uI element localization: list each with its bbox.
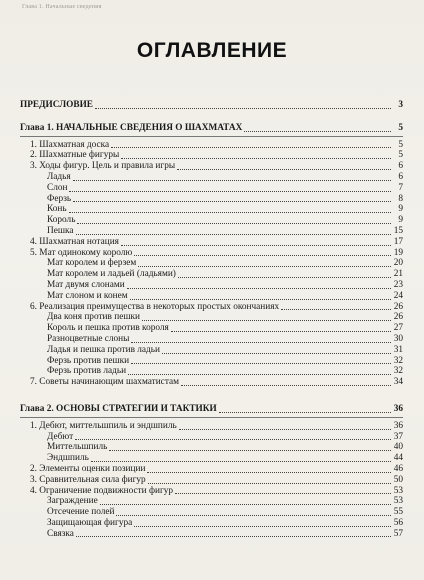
- toc-section: [20, 464, 403, 475]
- toc-section: [20, 248, 403, 259]
- leader-dots: [128, 374, 391, 375]
- toc-entry-label: Пешка: [47, 225, 74, 236]
- toc-entry-label: 2. Шахматные фигуры: [30, 150, 120, 161]
- toc-subsection: [20, 269, 403, 280]
- leader-dots: [69, 191, 391, 192]
- toc-page-number: 36: [393, 420, 403, 431]
- toc-subsection: [20, 215, 403, 226]
- toc-entry-label: 1. Дебют, миттельшпиль и эндшпиль: [30, 420, 177, 431]
- leader-dots: [171, 331, 391, 332]
- leader-dots: [69, 212, 391, 213]
- table-of-contents: [20, 100, 403, 539]
- toc-entry-label: Защищающая фигура: [47, 517, 133, 528]
- toc-entry-label: 1. Шахматная доска: [30, 139, 110, 150]
- leader-dots: [138, 266, 391, 267]
- toc-entry-label: Ладья: [47, 171, 71, 182]
- toc-page-number: 5: [398, 150, 403, 161]
- toc-entry-label: Мат королем и ладьей (ладьями): [47, 269, 176, 280]
- leader-dots: [131, 342, 391, 343]
- leader-dots: [134, 526, 391, 527]
- leader-dots: [244, 131, 391, 132]
- toc-entry-label: Король и пешка против короля: [47, 323, 169, 334]
- toc-section: [20, 377, 403, 388]
- toc-section: [20, 475, 403, 486]
- toc-page-number: 7: [398, 182, 403, 193]
- leader-dots: [148, 483, 391, 484]
- toc-entry-label: ПРЕДИСЛОВИЕ: [20, 100, 94, 110]
- toc-section: [20, 161, 403, 172]
- toc-entry-label: 2. Элементы оценки позиции: [30, 463, 146, 474]
- toc-entry-label: Ферзь против пешки: [47, 355, 130, 366]
- toc-page-number: 3: [398, 100, 403, 110]
- leader-dots: [147, 472, 391, 473]
- toc-entry-label: Эндшпиль: [47, 453, 89, 464]
- leader-dots: [111, 147, 391, 148]
- leader-dots: [177, 169, 391, 170]
- toc-subsection: [20, 280, 403, 291]
- toc-page-number: 50: [393, 474, 403, 485]
- toc-section: [20, 237, 403, 248]
- toc-subsection: [20, 291, 403, 302]
- toc-page-number: 36: [393, 403, 403, 414]
- toc-page-number: 34: [393, 377, 403, 388]
- toc-page-number: 57: [393, 528, 403, 539]
- leader-dots: [281, 309, 391, 310]
- leader-dots: [76, 234, 391, 235]
- toc-entry-label: Мат слоном и конем: [47, 290, 128, 301]
- toc-page-number: 21: [393, 269, 403, 280]
- toc-page-number: 5: [398, 139, 403, 150]
- leader-dots: [175, 493, 391, 494]
- toc-subsection: [20, 496, 403, 507]
- toc-page-number: 17: [393, 236, 403, 247]
- toc-subsection: [20, 323, 403, 334]
- toc-entry-label: 4. Шахматная нотация: [30, 236, 119, 247]
- toc-page-number: 19: [393, 247, 403, 258]
- toc-entry-label: Отсечение полей: [47, 507, 115, 518]
- leader-dots: [179, 429, 391, 430]
- leader-dots: [73, 180, 391, 181]
- toc-chapters: [20, 123, 403, 540]
- toc-entry-label: Ферзь против ладьи: [47, 366, 127, 377]
- toc-entry-label: 4. Ограничение подвижности фигур: [30, 485, 174, 496]
- toc-page-number: 53: [393, 485, 403, 496]
- toc-chapter-label: Глава 2. ОСНОВЫ СТРАТЕГИИ И ТАКТИКИ: [20, 403, 217, 414]
- toc-page-number: 15: [393, 225, 403, 236]
- leader-dots: [131, 363, 391, 364]
- leader-dots: [142, 320, 391, 321]
- toc-subsection: [20, 312, 403, 323]
- toc-entry-label: Мат двумя слонами: [47, 279, 125, 290]
- toc-page-number: 20: [393, 258, 403, 269]
- toc-entry-preface: [20, 100, 403, 111]
- toc-section: [20, 302, 403, 313]
- toc-page-number: 9: [398, 215, 403, 226]
- toc-entry-label: 5. Мат одинокому королю: [30, 247, 133, 258]
- toc-page-number: 44: [393, 453, 403, 464]
- leader-dots: [130, 299, 391, 300]
- leader-dots: [75, 439, 391, 440]
- toc-subsection: [20, 194, 403, 205]
- toc-page-number: 53: [393, 496, 403, 507]
- toc-entry-label: Мат королем и ферзем: [47, 258, 137, 269]
- toc-chapter-heading: [20, 123, 403, 134]
- toc-page-number: 40: [393, 442, 403, 453]
- toc-entry-label: Ферзь: [47, 193, 72, 204]
- toc-page-number: 32: [393, 355, 403, 366]
- leader-dots: [134, 255, 391, 256]
- toc-page-number: 26: [393, 312, 403, 323]
- leader-dots: [121, 245, 391, 246]
- toc-page-number: 6: [398, 161, 403, 172]
- toc-entry-label: Слон: [47, 182, 68, 193]
- toc-page-number: 8: [398, 193, 403, 204]
- leader-dots: [109, 450, 391, 451]
- toc-section: [20, 140, 403, 151]
- leader-dots: [121, 158, 391, 159]
- toc-entry-label: 6. Реализация преимущества в некоторых простых окончаниях: [30, 301, 280, 312]
- toc-entry-label: Конь: [47, 204, 67, 215]
- toc-section: [20, 486, 403, 497]
- toc-entry-label: 3. Сравнительная сила фигур: [30, 474, 146, 485]
- leader-dots: [127, 288, 391, 289]
- toc-chapter-label: Глава 1. НАЧАЛЬНЫЕ СВЕДЕНИЯ О ШАХМАТАХ: [20, 122, 243, 133]
- toc-entry-label: Дебют: [47, 431, 74, 442]
- toc-page-number: 23: [393, 279, 403, 290]
- toc-page-number: 24: [393, 290, 403, 301]
- toc-entry-label: Разноцветные слоны: [47, 333, 130, 344]
- toc-page-number: 31: [393, 344, 403, 355]
- toc-chapter-heading: [20, 404, 403, 415]
- leader-dots: [100, 504, 391, 505]
- leader-dots: [181, 385, 391, 386]
- leader-dots: [95, 108, 391, 109]
- page-title: ОГЛАВЛЕНИЕ: [136, 39, 288, 62]
- toc-subsection: [20, 345, 403, 356]
- toc-subsection: [20, 204, 403, 215]
- leader-dots: [116, 515, 391, 516]
- toc-subsection: [20, 172, 403, 183]
- toc-page-number: 55: [393, 507, 403, 518]
- toc-subsection: [20, 366, 403, 377]
- leader-dots: [73, 201, 391, 202]
- toc-entry-label: 7. Советы начинающим шахматистам: [30, 377, 179, 388]
- toc-subsection: [20, 442, 403, 453]
- toc-entry-label: Два коня против пешки: [47, 312, 140, 323]
- toc-subsection: [20, 518, 403, 529]
- toc-entry-label: Король: [47, 215, 76, 226]
- toc-page-number: 27: [393, 323, 403, 334]
- toc-entry-label: 3. Ходы фигур. Цель и правила игры: [30, 161, 176, 172]
- leader-dots: [162, 353, 391, 354]
- toc-subsection: [20, 432, 403, 443]
- toc-entry-label: Миттельшпиль: [47, 442, 108, 453]
- toc-entry-label: Связка: [47, 528, 74, 539]
- toc-entry-label: Ладья и пешка против ладьи: [47, 344, 161, 355]
- toc-entry-label: Заграждение: [47, 496, 98, 507]
- toc-page-number: 6: [398, 171, 403, 182]
- toc-page-number: 37: [393, 431, 403, 442]
- toc-page-number: 32: [393, 366, 403, 377]
- leader-dots: [219, 412, 391, 413]
- toc-section: [20, 421, 403, 432]
- toc-page-number: 9: [398, 204, 403, 215]
- chapter-rule: [20, 417, 403, 418]
- toc-page-number: 26: [393, 301, 403, 312]
- toc-subsection: [20, 334, 403, 345]
- toc-page-number: 56: [393, 517, 403, 528]
- toc-subsection: [20, 226, 403, 237]
- toc-subsection: [20, 183, 403, 194]
- toc-subsection: [20, 258, 403, 269]
- toc-page-number: 5: [398, 122, 403, 133]
- leader-dots: [76, 536, 391, 537]
- toc-page-number: 30: [393, 333, 403, 344]
- leader-dots: [178, 277, 391, 278]
- running-head: Глава 1. Начальные сведения: [22, 4, 102, 10]
- toc-page-number: 46: [393, 463, 403, 474]
- toc-section: [20, 150, 403, 161]
- leader-dots: [91, 461, 391, 462]
- toc-subsection: [20, 529, 403, 540]
- toc-subsection: [20, 507, 403, 518]
- toc-subsection: [20, 356, 403, 367]
- chapter-rule: [20, 136, 403, 137]
- toc-subsection: [20, 453, 403, 464]
- leader-dots: [77, 223, 391, 224]
